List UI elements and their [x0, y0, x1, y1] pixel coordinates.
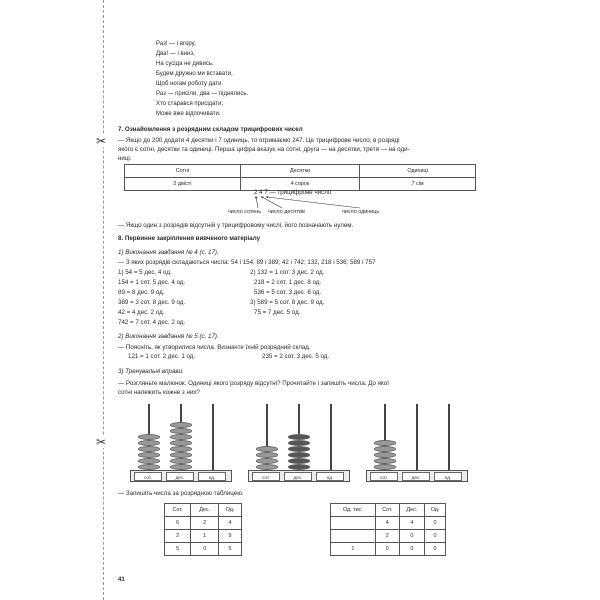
bead	[288, 440, 310, 446]
answer-line: 2) 132 = 1 сот. 3 дес. 2 од.	[250, 269, 325, 276]
abacus-label: од.	[316, 472, 344, 481]
bead	[170, 428, 192, 434]
table-header: Дес.	[191, 504, 219, 517]
number-label: 2 4 7 — трицифрове число	[254, 189, 332, 196]
table-cell: 0	[191, 543, 219, 556]
scissors-icon: ✂	[96, 134, 107, 148]
answer-line: 154 = 1 сот. 5 дес. 4 од.	[118, 279, 186, 286]
poem-line: Будем дружно ми вставати,	[156, 71, 233, 77]
task-title: 1) Виконання завдання № 4 (с. 17).	[118, 249, 219, 256]
task-prompt: — Поясніть, як утворилися числа. Визначте їхній розрядний склад.	[118, 344, 311, 351]
bead	[256, 458, 278, 464]
paragraph-line: ниці.	[118, 155, 132, 162]
paragraph-line: — Якщо до 200 додати 4 десятки і 7 одиниць, то отримаємо 247. Це трицифрове число, в розряді	[118, 137, 400, 144]
answer-line: 3) 589 = 5 сот. 8 дес. 9 од.	[250, 299, 325, 306]
table-header: Дес.	[399, 504, 424, 517]
bead	[138, 452, 160, 458]
scissors-icon: ✂	[96, 435, 107, 449]
label-hundreds: число сотень	[228, 209, 262, 215]
bead	[288, 452, 310, 458]
table-cell: 0	[425, 543, 446, 556]
bead	[138, 446, 160, 452]
bead	[256, 464, 278, 470]
table-cell: 0	[399, 543, 424, 556]
abacus	[248, 402, 350, 482]
digit-table-2	[330, 503, 446, 556]
bead	[138, 434, 160, 440]
table-cell: 9	[219, 530, 242, 543]
answer-line: 1) 54 = 5 дес. 4 од.	[118, 269, 172, 276]
bead	[374, 452, 396, 458]
label-units: число одиниць	[342, 209, 380, 215]
table-header: Десятки	[240, 165, 359, 178]
table-row	[331, 530, 446, 543]
paragraph-line: якого є сотні, десятки та одиниці. Перша цифра вказує на сотні, друга — на десятки, третя — на оди-	[118, 146, 410, 153]
abacus-label: дес.	[284, 472, 312, 481]
poem-line: Раз! — і вгору,	[156, 41, 196, 47]
table-cell: 0	[399, 530, 424, 543]
bead	[288, 458, 310, 464]
table-row	[331, 504, 446, 517]
table-cell: 6	[165, 517, 191, 530]
table-row	[331, 517, 446, 530]
bead	[138, 464, 160, 470]
table-row	[331, 543, 446, 556]
poem-line: Раз — присіли, два — піднялись.	[156, 91, 249, 97]
table-cell: 2	[191, 517, 219, 530]
table-cell: 4	[375, 517, 399, 530]
abacus-label: од.	[198, 472, 226, 481]
abacus-label: дес.	[166, 472, 194, 481]
bead	[374, 440, 396, 446]
table-cell: 4	[219, 517, 242, 530]
table-header: Сотні	[125, 165, 241, 178]
table-cell	[331, 530, 376, 543]
bead	[288, 464, 310, 470]
abacus-rod	[212, 404, 214, 470]
abacus-label: сот.	[370, 472, 398, 481]
table-cell: 0	[425, 530, 446, 543]
poem-line: Два! — і вниз,	[156, 51, 195, 57]
table-header: Сот.	[375, 504, 399, 517]
section-heading: 8. Первинне закріплення вивченого матеріалу	[118, 235, 261, 242]
task-title: 2) Виконання завдання № 5 (с. 17).	[118, 333, 219, 340]
table-row	[165, 504, 242, 517]
table-header: Сот.	[165, 504, 191, 517]
abacus-label: сот.	[252, 472, 280, 481]
answer-line: 89 = 8 дес. 9 од.	[118, 289, 165, 296]
answer-line: 75 = 7 дес. 5 од.	[254, 309, 301, 316]
arrow-hundreds	[256, 197, 258, 208]
abacus-label: од.	[434, 472, 462, 481]
table-cell	[331, 517, 376, 530]
table-header: Од. тис.	[331, 504, 376, 517]
answer-line: 121 = 1 сот. 2 дес. 1 од.	[128, 353, 196, 360]
bead	[170, 446, 192, 452]
bead	[170, 464, 192, 470]
answer-line: 235 = 2 сот. 3 дес. 5 од.	[262, 353, 330, 360]
bead	[374, 464, 396, 470]
bead	[256, 452, 278, 458]
table-cell: 1	[191, 530, 219, 543]
table-header: Од.	[425, 504, 446, 517]
digit-table-1	[164, 503, 242, 556]
abacus-label: дес.	[402, 472, 430, 481]
bead	[170, 434, 192, 440]
bead	[256, 446, 278, 452]
page-number: 41	[118, 577, 125, 583]
abacus-rod	[448, 404, 450, 470]
bead	[374, 446, 396, 452]
table-cell: 2 двісті	[125, 178, 241, 191]
bead	[170, 440, 192, 446]
table-row	[165, 543, 242, 556]
task-prompt: — Запишіть числа за розрядною таблицею.	[118, 490, 244, 497]
section-heading: 7. Ознайомлення з розрядним складом трицифрових чисел	[118, 126, 303, 133]
abacus-rod	[330, 404, 332, 470]
task-prompt: — З яких розрядів складаються числа: 54 і 154; 89 і 389; 42 і 742; 132, 218 і 536; 589 і 757	[118, 259, 376, 266]
table-cell: 0	[375, 543, 399, 556]
task-title: 3) Тренувальні вправи.	[118, 368, 184, 375]
table-row	[165, 517, 242, 530]
bead	[170, 452, 192, 458]
arrow-units	[267, 197, 360, 208]
table-cell: 5	[165, 543, 191, 556]
bead	[374, 458, 396, 464]
paragraph-line: — Якщо один з розрядів відсутній у трицифровому числі, його позначають нулем.	[118, 222, 354, 229]
bead	[170, 422, 192, 428]
abacus-rod	[416, 404, 418, 470]
table-header: Одиниці	[360, 165, 476, 178]
table-cell: 1	[331, 543, 376, 556]
cut-line	[103, 0, 104, 600]
bead	[138, 440, 160, 446]
poem-line: Може вже відпочивати.	[156, 111, 221, 117]
bead	[288, 446, 310, 452]
table-cell: 0	[425, 517, 446, 530]
table-cell: 7 сім	[360, 178, 476, 191]
table-row	[125, 165, 476, 178]
poem-line: На сусіда не дивись.	[156, 61, 214, 67]
table-cell: 2	[375, 530, 399, 543]
abacus-label: сот.	[134, 472, 162, 481]
answer-line: 218 = 2 сот. 1 дес. 8 од.	[254, 279, 322, 286]
table-cell: 4	[399, 517, 424, 530]
bead	[170, 458, 192, 464]
table-row	[165, 530, 242, 543]
abacus	[130, 402, 232, 482]
task-prompt: — Розгляньте малюнок. Одиниці якого розряду відсутні? Прочитайте і запишіть числа. До якої	[118, 380, 389, 387]
label-tens: число десятків	[268, 209, 305, 215]
abacus	[366, 402, 468, 482]
poem-line: Хто старався присідати,	[156, 101, 224, 107]
poem-line: Щоб ногам роботу дати.	[156, 81, 224, 87]
answer-line: 742 = 7 сот. 4 дес. 2 од.	[118, 319, 186, 326]
answer-line: 42 = 4 дес. 2 од.	[118, 309, 165, 316]
task-prompt: сотні належить кожне з них?	[118, 389, 200, 396]
bead	[138, 458, 160, 464]
table-cell: 2	[165, 530, 191, 543]
table-cell: 4 сорок	[240, 178, 359, 191]
answer-line: 389 = 3 сот. 8 дес. 9 од.	[118, 299, 186, 306]
answer-line: 536 = 5 сот. 3 дес. 6 од.	[254, 289, 322, 296]
table-header: Од.	[219, 504, 242, 517]
place-value-table	[124, 164, 476, 191]
table-cell: 5	[219, 543, 242, 556]
bead	[288, 434, 310, 440]
